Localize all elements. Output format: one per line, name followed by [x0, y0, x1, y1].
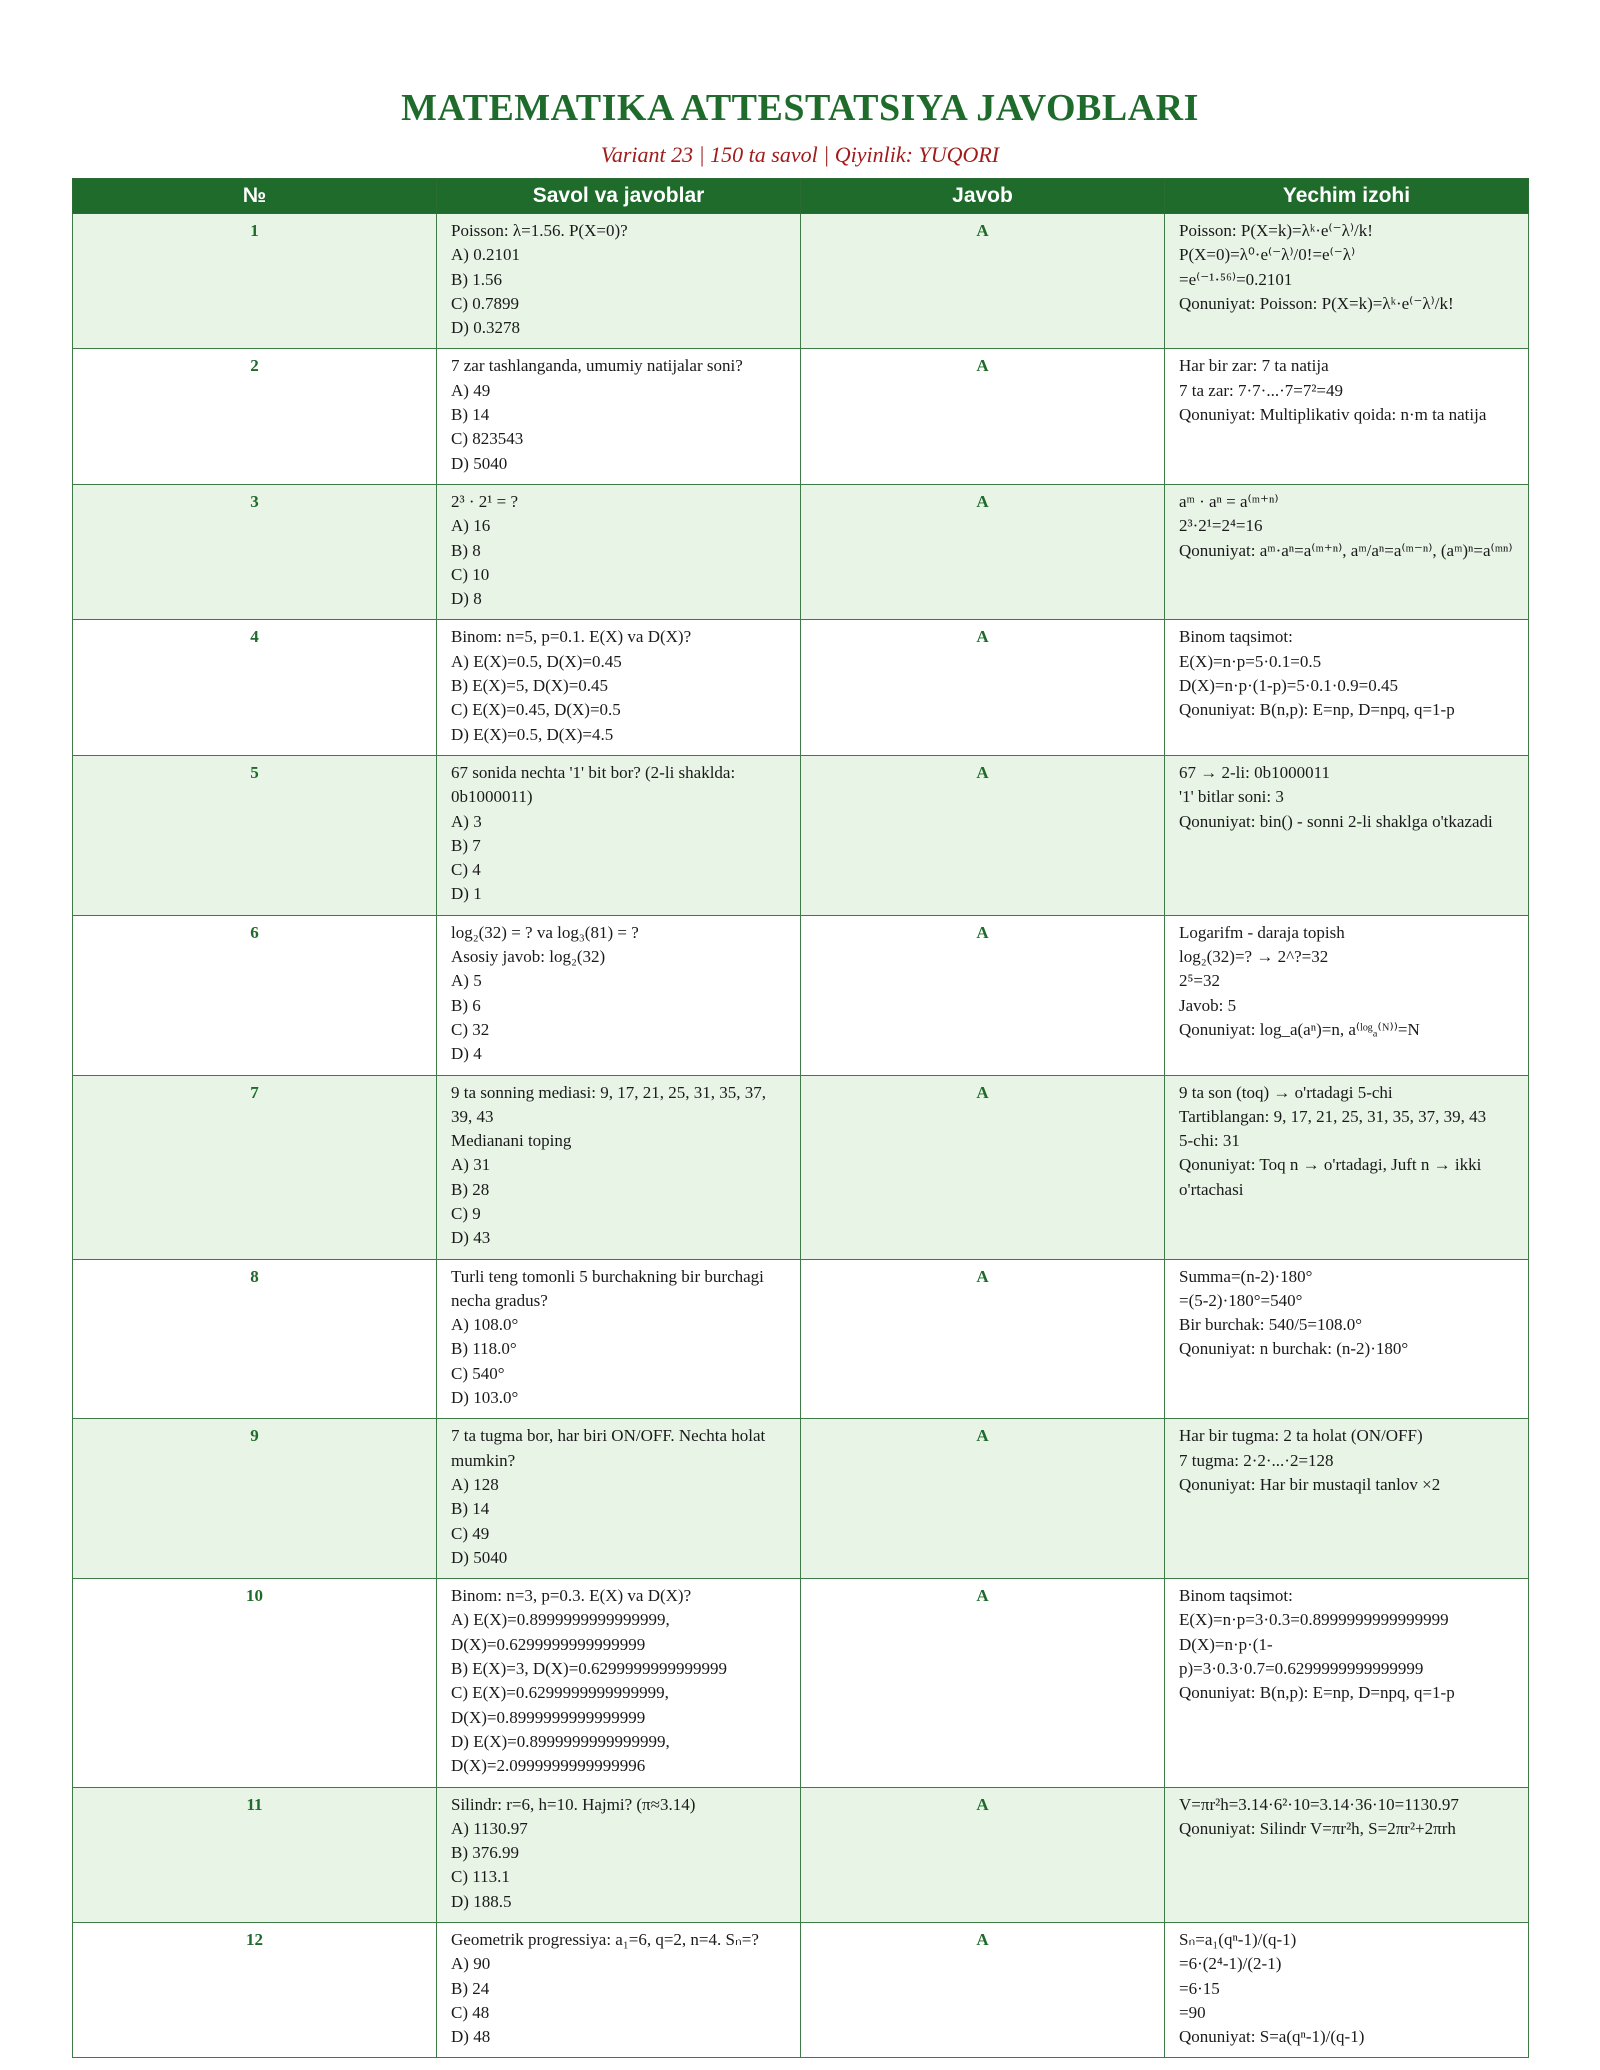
- answer-option: C) 113.1: [451, 1867, 510, 1887]
- question-cell: [437, 1579, 801, 1787]
- answer-option: A) 0.2101: [451, 245, 520, 265]
- correct-answer: A: [801, 755, 1165, 915]
- document-title: MATEMATIKA ATTESTATSIYA JAVOBLARI: [401, 87, 1199, 129]
- question-text: Silindr: r=6, h=10. Hajmi? (π≈3.14): [451, 1794, 696, 1814]
- answer-option: D) 5040: [451, 1547, 508, 1567]
- table-row: [73, 1923, 1529, 2058]
- question-text: 7 ta tugma bor, har biri ON/OFF. Nechta holat mumkin?: [451, 1426, 766, 1470]
- solution-line: Qonuniyat: aᵐ·aⁿ=a⁽ᵐ⁺ⁿ⁾, aᵐ/aⁿ=a⁽ᵐ⁻ⁿ⁾, (aᵐ)ⁿ=a⁽ᵐⁿ⁾: [1179, 540, 1513, 560]
- solution-cell: [1165, 1419, 1529, 1579]
- solution-line: Qonuniyat: Multiplikativ qoida: n·m ta natija: [1179, 405, 1487, 425]
- question-number: 9: [73, 1419, 437, 1579]
- answer-option: Asosiy javob: log₂(32): [451, 947, 606, 967]
- question-number: 12: [73, 1923, 437, 2058]
- correct-answer: A: [801, 1787, 1165, 1922]
- answer-option: C) 540°: [451, 1363, 505, 1383]
- answer-option: A) 3: [451, 811, 482, 831]
- table-body: [73, 214, 1529, 2058]
- question-number: 10: [73, 1579, 437, 1787]
- answer-option: B) E(X)=5, D(X)=0.45: [451, 676, 609, 696]
- answer-option: C) E(X)=0.6299999999999999, D(X)=0.8999999999999999: [451, 1683, 669, 1727]
- answer-option: B) E(X)=3, D(X)=0.6299999999999999: [451, 1659, 728, 1679]
- solution-line: =6·15: [1179, 1978, 1220, 1998]
- answer-option: D) 8: [451, 589, 482, 609]
- solution-line: Logarifm - daraja topish: [1179, 922, 1345, 942]
- solution-line: Javob: 5: [1179, 995, 1237, 1015]
- answer-option: A) 108.0°: [451, 1315, 519, 1335]
- question-number: 2: [73, 349, 437, 484]
- header-answer: Javob: [801, 179, 1165, 214]
- solution-line: Tartiblangan: 9, 17, 21, 25, 31, 35, 37, 39, 43: [1179, 1106, 1487, 1126]
- answer-option: A) 49: [451, 380, 491, 400]
- solution-line: 7 ta zar: 7·7·...·7=7²=49: [1179, 380, 1343, 400]
- answer-option: C) 10: [451, 564, 490, 584]
- answer-option: B) 118.0°: [451, 1339, 517, 1359]
- solution-line: Qonuniyat: B(n,p): E=np, D=npq, q=1-p: [1179, 1683, 1455, 1703]
- answer-option: A) 31: [451, 1155, 491, 1175]
- solution-line: Qonuniyat: n burchak: (n-2)·180°: [1179, 1339, 1409, 1359]
- correct-answer: A: [801, 915, 1165, 1075]
- answer-option: B) 14: [451, 405, 490, 425]
- answer-option: C) E(X)=0.45, D(X)=0.5: [451, 700, 621, 720]
- solution-line: P(X=0)=λ⁰·e⁽⁻λ⁾/0!=e⁽⁻λ⁾: [1179, 245, 1356, 265]
- question-text: 7 zar tashlanganda, umumiy natijalar soni?: [451, 356, 743, 376]
- answer-option: B) 24: [451, 1978, 490, 1998]
- solution-line: Summa=(n-2)·180°: [1179, 1266, 1313, 1286]
- question-cell: [437, 620, 801, 755]
- solution-line: E(X)=n·p=3·0.3=0.8999999999999999: [1179, 1610, 1449, 1630]
- solution-line: Binom taqsimot:: [1179, 627, 1293, 647]
- table-row: [73, 915, 1529, 1075]
- answer-option: B) 14: [451, 1499, 490, 1519]
- answer-option: B) 1.56: [451, 269, 502, 289]
- solution-line: Poisson: P(X=k)=λᵏ·e⁽⁻λ⁾/k!: [1179, 221, 1373, 240]
- answer-option: B) 376.99: [451, 1843, 519, 1863]
- question-text: Poisson: λ=1.56. P(X=0)?: [451, 221, 628, 240]
- question-number: 7: [73, 1075, 437, 1259]
- table-row: [73, 755, 1529, 915]
- solution-line: log₂(32)=? → 2^?=32: [1179, 947, 1329, 967]
- header-solution: Yechim izohi: [1165, 179, 1529, 214]
- solution-line: V=πr²h=3.14·6²·10=3.14·36·10=1130.97: [1179, 1794, 1459, 1814]
- question-number: 6: [73, 915, 437, 1075]
- correct-answer: A: [801, 214, 1165, 349]
- solution-cell: [1165, 915, 1529, 1075]
- solution-line: 67 → 2-li: 0b1000011: [1179, 762, 1330, 782]
- correct-answer: A: [801, 1579, 1165, 1787]
- solution-line: Sₙ=a₁(qⁿ-1)/(q-1): [1179, 1930, 1297, 1949]
- question-number: 5: [73, 755, 437, 915]
- question-number: 11: [73, 1787, 437, 1922]
- solution-cell: [1165, 214, 1529, 349]
- correct-answer: A: [801, 1259, 1165, 1419]
- solution-line: Qonuniyat: Silindr V=πr²h, S=2πr²+2πrh: [1179, 1818, 1456, 1838]
- answer-option: A) E(X)=0.5, D(X)=0.45: [451, 651, 622, 671]
- solution-line: =(5-2)·180°=540°: [1179, 1290, 1303, 1310]
- question-text: 67 sonida nechta '1' bit bor? (2-li shaklda: 0b1000011): [451, 762, 736, 807]
- question-text: Binom: n=5, p=0.1. E(X) va D(X)?: [451, 627, 692, 647]
- answer-option: B) 8: [451, 540, 481, 560]
- solution-line: Har bir tugma: 2 ta holat (ON/OFF): [1179, 1426, 1423, 1446]
- table-header-row: [73, 179, 1529, 214]
- solution-line: Bir burchak: 540/5=108.0°: [1179, 1315, 1363, 1335]
- answers-table: [72, 178, 1529, 2058]
- answer-option: C) 0.7899: [451, 293, 519, 313]
- question-text: Turli teng tomonli 5 burchakning bir burchagi necha gradus?: [451, 1266, 764, 1310]
- question-cell: [437, 915, 801, 1075]
- solution-line: Qonuniyat: Har bir mustaqil tanlov ×2: [1179, 1474, 1441, 1494]
- correct-answer: A: [801, 1923, 1165, 2058]
- answer-option: D) 4: [451, 1044, 482, 1064]
- solution-line: 2³·2¹=2⁴=16: [1179, 516, 1263, 536]
- question-cell: [437, 1923, 801, 2058]
- question-text: Binom: n=3, p=0.3. E(X) va D(X)?: [451, 1586, 692, 1606]
- question-cell: [437, 1419, 801, 1579]
- answer-option: D) 5040: [451, 453, 508, 473]
- solution-line: aᵐ · aⁿ = a⁽ᵐ⁺ⁿ⁾: [1179, 491, 1279, 511]
- question-text: 9 ta sonning mediasi: 9, 17, 21, 25, 31, 35, 37, 39, 43: [451, 1082, 766, 1126]
- question-cell: [437, 484, 801, 619]
- correct-answer: A: [801, 1075, 1165, 1259]
- answer-option: A) 16: [451, 516, 491, 536]
- answer-option: D) 103.0°: [451, 1388, 519, 1408]
- solution-cell: [1165, 1579, 1529, 1787]
- answer-option: Medianani toping: [451, 1131, 572, 1151]
- solution-line: D(X)=n·p·(1-p)=5·0.1·0.9=0.45: [1179, 676, 1399, 696]
- solution-cell: [1165, 1075, 1529, 1259]
- document-subtitle: Variant 23 | 150 ta savol | Qiyinlik: YUQORI: [600, 142, 1000, 167]
- solution-line: D(X)=n·p·(1-p)=3·0.3·0.7=0.6299999999999999: [1179, 1634, 1424, 1679]
- question-number: 8: [73, 1259, 437, 1419]
- header-question: Savol va javoblar: [437, 179, 801, 214]
- solution-line: Qonuniyat: log_a(aⁿ)=n, a⁽ˡᵒᵍₐ⁽ᴺ⁾⁾=N: [1179, 1019, 1420, 1039]
- question-text: 2³ · 2¹ = ?: [451, 491, 518, 511]
- solution-line: =e⁽⁻¹·⁵⁶⁾=0.2101: [1179, 269, 1293, 289]
- answer-option: D) E(X)=0.8999999999999999, D(X)=2.0999999999999996: [451, 1731, 670, 1776]
- answer-option: C) 4: [451, 860, 481, 880]
- solution-cell: [1165, 484, 1529, 619]
- solution-cell: [1165, 349, 1529, 484]
- solution-line: Binom taqsimot:: [1179, 1586, 1293, 1606]
- solution-line: Qonuniyat: bin() - sonni 2-li shaklga o'tkazadi: [1179, 811, 1493, 831]
- answer-option: C) 9: [451, 1203, 481, 1223]
- solution-line: Qonuniyat: Poisson: P(X=k)=λᵏ·e⁽⁻λ⁾/k!: [1179, 293, 1454, 313]
- answer-option: D) 48: [451, 2027, 491, 2047]
- solution-line: 5-chi: 31: [1179, 1131, 1240, 1151]
- answer-option: C) 32: [451, 1019, 490, 1039]
- answer-option: D) 0.3278: [451, 318, 520, 338]
- solution-cell: [1165, 1923, 1529, 2058]
- table-row: [73, 214, 1529, 349]
- answer-option: A) E(X)=0.8999999999999999, D(X)=0.6299999999999999: [451, 1610, 670, 1654]
- solution-line: '1' bitlar soni: 3: [1179, 787, 1284, 807]
- table-row: [73, 349, 1529, 484]
- solution-line: =6·(2⁴-1)/(2-1): [1179, 1954, 1282, 1974]
- solution-cell: [1165, 755, 1529, 915]
- solution-line: E(X)=n·p=5·0.1=0.5: [1179, 651, 1322, 671]
- question-number: 3: [73, 484, 437, 619]
- solution-line: Qonuniyat: S=a(qⁿ-1)/(q-1): [1179, 2027, 1365, 2047]
- table-row: [73, 1787, 1529, 1922]
- solution-line: Qonuniyat: Toq n → o'rtadagi, Juft n → ikki o'rtachasi: [1179, 1155, 1482, 1199]
- table-row: [73, 1419, 1529, 1579]
- table-row: [73, 620, 1529, 755]
- question-text: log₂(32) = ? va log₃(81) = ?: [451, 922, 639, 942]
- question-cell: [437, 349, 801, 484]
- correct-answer: A: [801, 349, 1165, 484]
- question-number: 4: [73, 620, 437, 755]
- answer-option: A) 1130.97: [451, 1818, 528, 1838]
- solution-line: Qonuniyat: B(n,p): E=np, D=npq, q=1-p: [1179, 700, 1455, 720]
- answer-option: C) 49: [451, 1523, 490, 1543]
- solution-line: 9 ta son (toq) → o'rtadagi 5-chi: [1179, 1082, 1393, 1102]
- answer-option: D) 188.5: [451, 1891, 512, 1911]
- solution-cell: [1165, 620, 1529, 755]
- question-cell: [437, 1787, 801, 1922]
- table-row: [73, 1075, 1529, 1259]
- question-cell: [437, 1075, 801, 1259]
- answer-option: C) 48: [451, 2002, 490, 2022]
- answer-option: C) 823543: [451, 429, 524, 449]
- answer-option: D) E(X)=0.5, D(X)=4.5: [451, 724, 614, 744]
- correct-answer: A: [801, 484, 1165, 619]
- answer-option: A) 90: [451, 1954, 491, 1974]
- question-number: 1: [73, 214, 437, 349]
- solution-line: 2⁵=32: [1179, 971, 1221, 991]
- table-row: [73, 1579, 1529, 1787]
- question-cell: [437, 755, 801, 915]
- answer-option: D) 43: [451, 1228, 491, 1248]
- solution-line: Har bir zar: 7 ta natija: [1179, 356, 1329, 376]
- question-cell: [437, 214, 801, 349]
- correct-answer: A: [801, 1419, 1165, 1579]
- solution-line: 7 tugma: 2·2·...·2=128: [1179, 1450, 1334, 1470]
- table-row: [73, 1259, 1529, 1419]
- answer-option: D) 1: [451, 884, 482, 904]
- answer-option: B) 28: [451, 1179, 490, 1199]
- table-row: [73, 484, 1529, 619]
- answer-option: A) 128: [451, 1474, 499, 1494]
- question-cell: [437, 1259, 801, 1419]
- solution-cell: [1165, 1259, 1529, 1419]
- header-number: №: [73, 179, 437, 214]
- answer-option: A) 5: [451, 971, 482, 991]
- solution-line: =90: [1179, 2002, 1206, 2022]
- solution-cell: [1165, 1787, 1529, 1922]
- question-text: Geometrik progressiya: a₁=6, q=2, n=4. Sₙ=?: [451, 1930, 759, 1949]
- correct-answer: A: [801, 620, 1165, 755]
- answer-option: B) 7: [451, 835, 481, 855]
- answer-option: B) 6: [451, 995, 481, 1015]
